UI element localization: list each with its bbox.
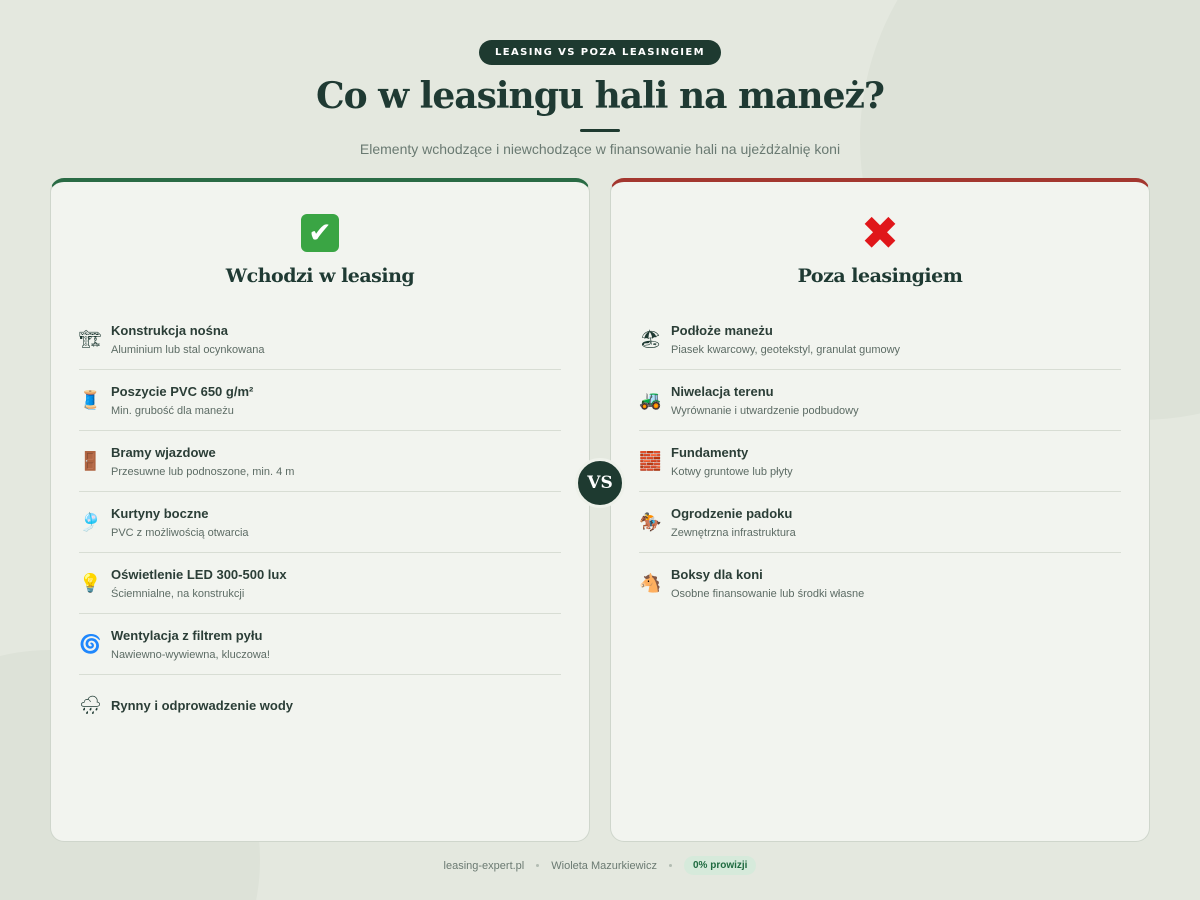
page-subtitle: Elementy wchodzące i niewchodzące w finansowanie hali na ujeżdżalnię koni	[359, 141, 841, 157]
page-title: Co w leasingu hali na maneż?	[315, 75, 885, 117]
footer-site: leasing-expert.pl	[443, 859, 525, 872]
item-description: Zewnętrzna infrastruktura	[671, 526, 796, 539]
item-description: PVC z możliwością otwarcia	[111, 526, 249, 539]
item-description: Aluminium lub stal ocynkowana	[111, 343, 265, 356]
category-pill: LEASING VS POZA LEASINGIEM	[479, 40, 721, 65]
list-item	[79, 614, 561, 675]
list-item	[639, 309, 1121, 370]
item-name: Podłoże maneżu	[671, 322, 773, 338]
crane-icon: 🏗	[79, 328, 102, 349]
check-mark-icon: ✔	[301, 214, 339, 252]
item-name: Poszycie PVC 650 g/m²	[111, 383, 254, 399]
list-item	[79, 553, 561, 614]
item-name: Wentylacja z filtrem pyłu	[111, 627, 263, 643]
list-item	[639, 370, 1121, 431]
commission-badge: 0% prowizji	[684, 856, 756, 875]
footer-author: Wioleta Mazurkiewicz	[551, 859, 657, 872]
light-bulb-icon: 💡	[79, 572, 102, 593]
item-description: Min. grubość dla maneżu	[111, 404, 234, 417]
item-name: Ogrodzenie padoku	[671, 505, 793, 521]
rain-cloud-icon: 🌧	[79, 695, 102, 715]
list-item	[79, 492, 561, 553]
horse-face-icon: 🐴	[639, 573, 662, 593]
item-name: Bramy wjazdowe	[111, 444, 216, 460]
item-description: Ściemnialne, na konstrukcji	[111, 587, 245, 600]
thread-spool-icon: 🧵	[79, 389, 102, 410]
excluded-panel-title: Poza leasingiem	[797, 265, 963, 287]
item-description: Osobne finansowanie lub środki własne	[671, 588, 865, 600]
list-item	[79, 675, 561, 736]
item-description: Przesuwne lub podnoszone, min. 4 m	[111, 465, 295, 478]
excluded-list	[639, 309, 1121, 614]
item-name: Fundamenty	[671, 444, 749, 460]
separator-dot	[669, 864, 672, 867]
list-item	[639, 492, 1121, 553]
item-name: Kurtyny boczne	[111, 505, 209, 521]
vs-badge: VS	[575, 458, 625, 508]
list-item	[79, 431, 561, 492]
cross-mark-icon: ✖	[860, 207, 900, 259]
item-description: Nawiewno-wywiewna, kluczowa!	[111, 648, 270, 661]
item-name: Boksy dla koni	[671, 567, 763, 582]
item-name: Rynny i odprowadzenie wody	[111, 698, 294, 713]
item-name: Oświetlenie LED 300-500 lux	[111, 566, 287, 582]
item-description: Wyrównanie i utwardzenie podbudowy	[671, 404, 859, 417]
footer	[0, 856, 1200, 875]
excluded-panel	[610, 178, 1150, 842]
list-item	[79, 370, 561, 431]
item-name: Konstrukcja nośna	[111, 322, 229, 338]
cyclone-icon: 🌀	[79, 633, 102, 654]
comparison-panels	[50, 178, 1150, 842]
list-item	[639, 553, 1121, 614]
horse-racing-icon: 🏇	[639, 511, 662, 532]
curtain-icon: 🎐	[79, 511, 102, 532]
tractor-icon: 🚜	[639, 389, 662, 410]
item-description: Kotwy gruntowe lub płyty	[671, 465, 793, 478]
header	[0, 0, 1200, 157]
separator-dot	[536, 864, 539, 867]
title-underline	[580, 129, 620, 132]
included-panel	[50, 178, 590, 842]
item-description: Piasek kwarcowy, geotekstyl, granulat gumowy	[671, 343, 901, 356]
item-name: Niwelacja terenu	[671, 383, 774, 399]
included-panel-title: Wchodzi w leasing	[225, 265, 415, 287]
brick-icon: 🧱	[639, 450, 662, 471]
door-icon: 🚪	[79, 450, 102, 471]
list-item	[639, 431, 1121, 492]
beach-icon: 🏖	[639, 328, 662, 349]
list-item	[79, 309, 561, 370]
included-list	[79, 309, 561, 736]
